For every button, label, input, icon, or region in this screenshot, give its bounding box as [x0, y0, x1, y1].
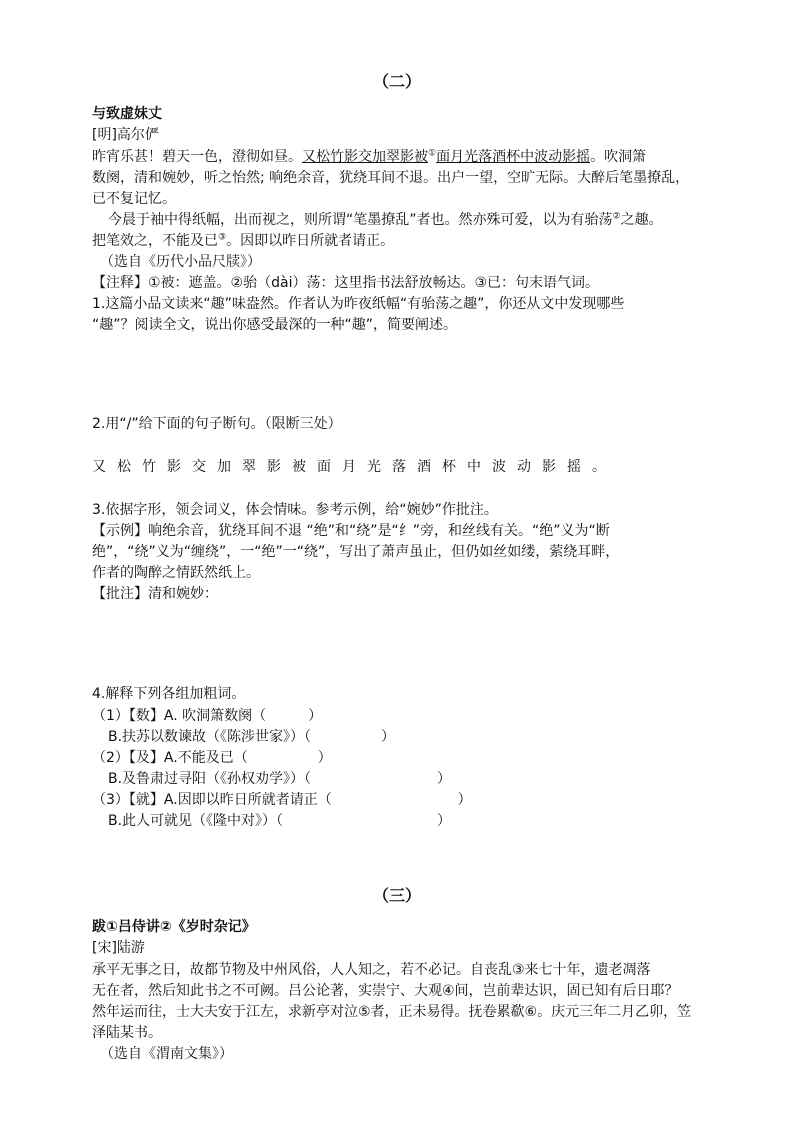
- paragraph-3-line-1: 承平无事之日，故都节物及中州风俗，人人知之，若不必记。自丧乱③来七十年，遗老凋落: [92, 962, 651, 978]
- paragraph-3-line-3: 然年运而往，士大夫安于江左，求新亭对泣⑤者，正未易得。抚卷累欷⑥。庆元三年二月乙卯，笠: [92, 1004, 692, 1020]
- question-4-item-3b: B.此人可就见（《隆中对》）（ ）: [108, 813, 452, 829]
- source-note-2: （选自《渭南文集》）: [100, 1046, 233, 1062]
- text-run: 。因即以昨日所就者请正。: [226, 233, 395, 249]
- text-run: 把笔效之，不能及已: [92, 233, 218, 249]
- question-3-example-line-3: 作者的陶醉之情跃然纸上。: [92, 565, 260, 581]
- question-4-item-2a: （2）【及】A.不能及已（ ）: [92, 750, 332, 766]
- question-2: 2.用“/”给下面的句子断句。（限断三处）: [92, 416, 342, 432]
- question-2-sentence: 又松竹影交加翠影被面月光落酒杯中波动影摇。: [92, 459, 617, 475]
- paragraph-1-line-3: 已不复记忆。: [92, 191, 176, 207]
- question-4-item-2b: B.及鲁肃过寻阳（《孙权劝学》）（ ）: [108, 771, 452, 787]
- text-run: 昨宵乐甚！碧天一色，澄彻如昼。: [92, 149, 302, 165]
- underlined-sentence-part: 又松竹影交加翠影被: [302, 149, 428, 165]
- section-heading-3: （三）: [372, 886, 421, 905]
- text-run: 今晨于袖中得纸幅，出而视之，则所谓“笔墨撩乱”者也。然亦殊可爱，以为有骀荡: [108, 212, 613, 228]
- section-heading-2: （二）: [372, 72, 421, 91]
- question-4-item-1a: （1）【数】A. 吹洞箫数阕（ ）: [92, 708, 323, 724]
- footnote-marker: ②: [612, 211, 621, 222]
- question-4-item-3a: （3）【就】A.因即以昨日所就者请正（ ）: [92, 792, 472, 808]
- paragraph-2-line-2: [92, 231, 394, 251]
- footnote-marker: ①: [428, 148, 437, 159]
- essay-title-2: 跋①吕侍讲②《岁时杂记》: [92, 919, 256, 935]
- text-run: 。吹洞箫: [590, 149, 647, 165]
- question-4: 4.解释下列各组加粗词。: [92, 686, 246, 702]
- paragraph-3-line-2: 无在者，然后知此书之不可阙。吕公论著，实崇宁、大观④间，岂前辈达识，固已知有后日耶？: [92, 983, 679, 999]
- text-run: 之趣。: [620, 212, 663, 228]
- question-3: 3.依据字形，领会词义，体会情味。参考示例，给“婉妙”作批注。: [92, 502, 498, 518]
- annotation-notes: 【注释】①被：遮盖。②骀（dài）荡：这里指书法舒放畅达。③已：句末语气词。: [92, 275, 600, 291]
- question-1-line-2: “趣”？阅读全文，说出你感受最深的一种“趣”，简要阐述。: [92, 317, 458, 333]
- paragraph-2-line-1: [108, 210, 663, 230]
- question-3-example-line-2: 绝”，“绕”义为“缠绕”，一“绝”一“绕”，写出了萧声虽止，但仍如丝如缕，萦绕耳畔，: [92, 544, 620, 560]
- question-3-example-line-1: 【示例】响绝余音，犹绕耳间不退 “绝”和“绕”是“纟”旁，和丝线有关。“绝”义为“断: [92, 523, 610, 539]
- footnote-marker: ③: [218, 232, 227, 243]
- question-4-item-1b: B.扶苏以数谏故（《陈涉世家》）（ ）: [108, 729, 396, 745]
- paragraph-1-line-1: [92, 147, 646, 167]
- essay-title: 与致虚妹丈: [92, 106, 162, 122]
- source-note: （选自《历代小品尺牍》）: [100, 254, 261, 270]
- essay-author-2: [宋]陆游: [92, 940, 145, 956]
- essay-author: [明]高尔俨: [92, 127, 159, 143]
- underlined-sentence-part: 面月光落酒杯中波动影摇: [436, 149, 591, 165]
- question-3-annotation: 【批注】清和婉妙：: [92, 586, 218, 602]
- paragraph-3-line-4: 泽陆某书。: [92, 1025, 162, 1041]
- paragraph-1-line-2: 数阕，清和婉妙，听之怡然; 响绝余音，犹绕耳间不退。出户一望，空旷无际。大醉后笔墨撩乱，: [92, 170, 690, 186]
- question-1-line-1: 1.这篇小品文读来“趣”味盎然。作者认为昨夜纸幅“有骀荡之趣”，你还从文中发现哪些: [92, 296, 625, 312]
